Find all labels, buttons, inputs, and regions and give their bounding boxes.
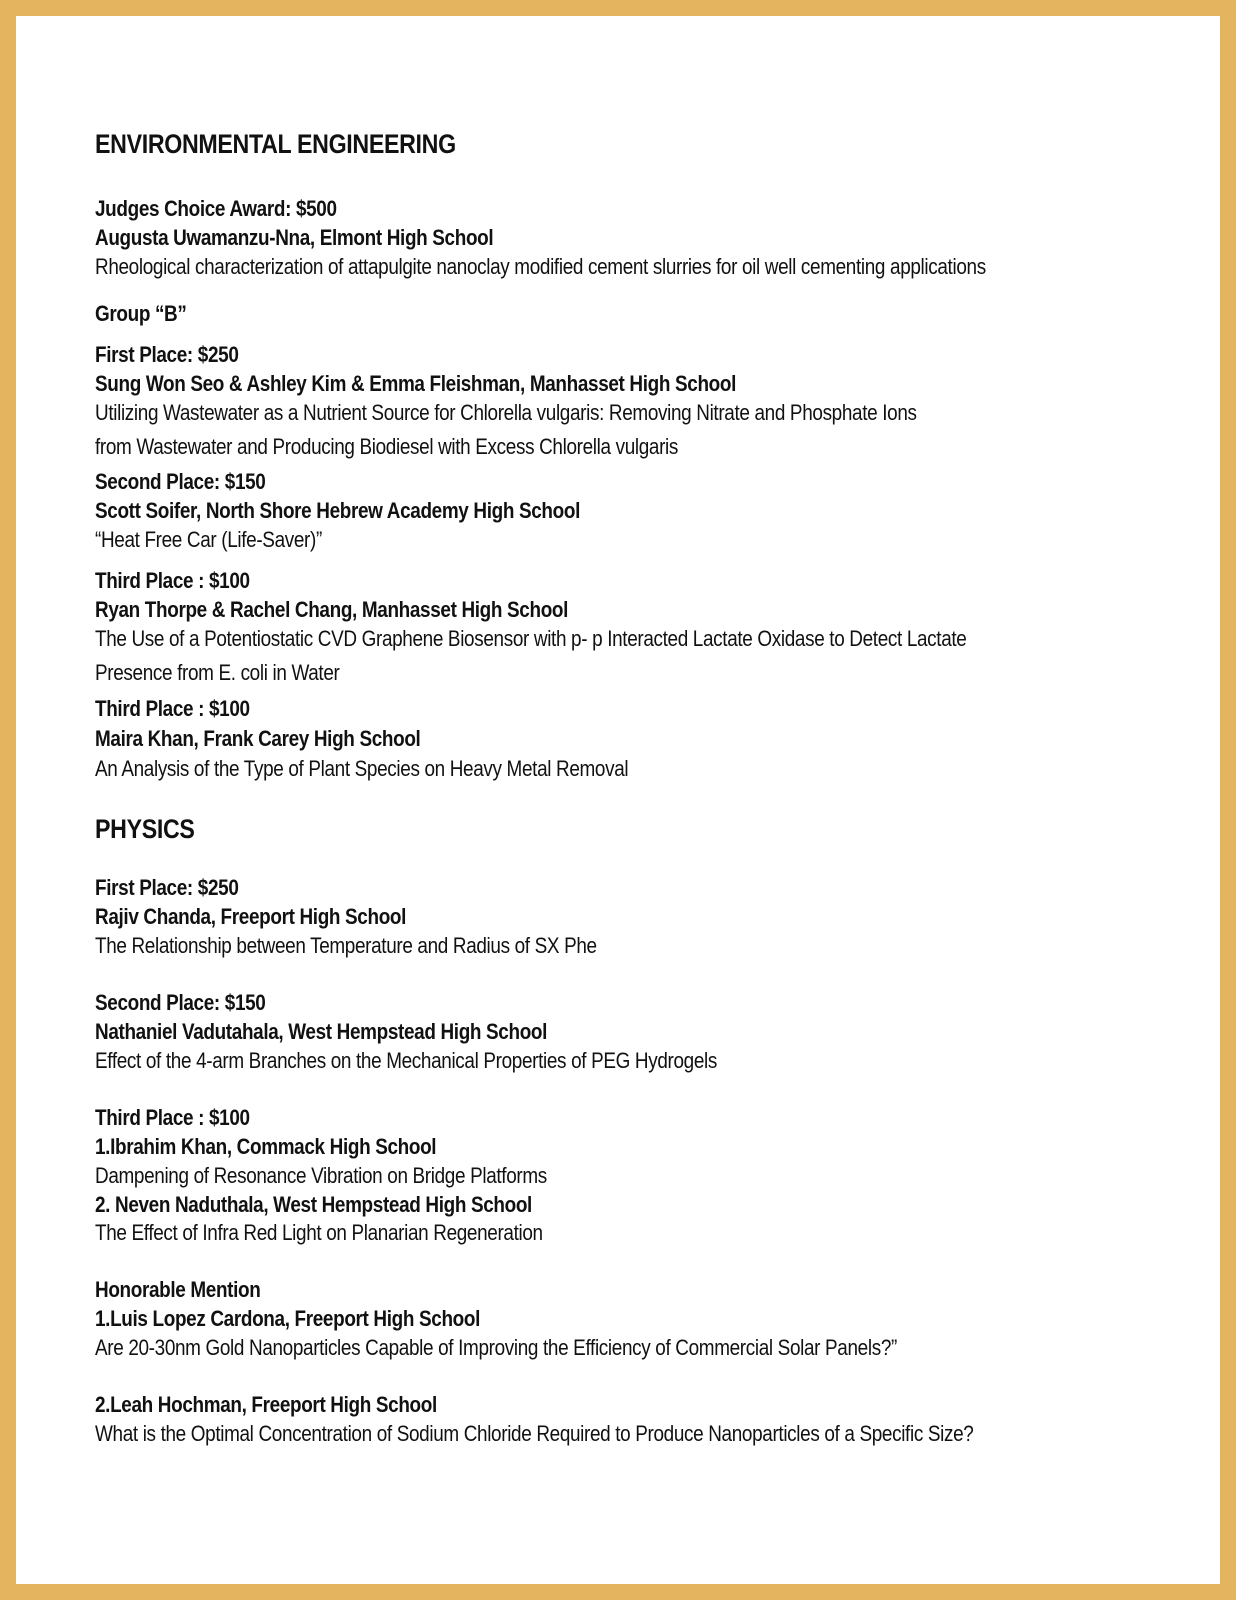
project-title: Utilizing Wastewater as a Nutrient Source for Chlorella vulgaris: Removing Nitrate and Phosphate Ions xyxy=(95,400,917,425)
project-title: “Heat Free Car (Life-Saver)” xyxy=(95,527,322,552)
project-title: What is the Optimal Concentration of Sodium Chloride Required to Produce Nanoparticles of a Specific Size? xyxy=(95,1421,974,1446)
winner-name: Nathaniel Vadutahala, West Hempstead High School xyxy=(95,1019,548,1044)
winner-name: Scott Soifer, North Shore Hebrew Academy High School xyxy=(95,498,580,523)
winner-name: Augusta Uwamanzu-Nna, Elmont High School xyxy=(95,225,494,250)
winner-name: Sung Won Seo & Ashley Kim & Emma Fleishman, Manhasset High School xyxy=(95,371,737,396)
award-label: First Place: $250 xyxy=(95,875,239,900)
winner-name: 2.Leah Hochman, Freeport High School xyxy=(95,1392,437,1417)
award-label: First Place: $250 xyxy=(95,342,239,367)
winner-name: 1.Ibrahim Khan, Commack High School xyxy=(95,1134,437,1159)
project-title: Are 20-30nm Gold Nanoparticles Capable of Improving the Efficiency of Commercial Solar Panels?” xyxy=(95,1335,897,1360)
award-label: Third Place : $100 xyxy=(95,1105,250,1130)
project-title: The Use of a Potentiostatic CVD Graphene Biosensor with p- p Interacted Lactate Oxidase to Detect Lactate xyxy=(95,626,967,651)
project-title: from Wastewater and Producing Biodiesel with Excess Chlorella vulgaris xyxy=(95,434,679,459)
project-title: Presence from E. coli in Water xyxy=(95,660,340,685)
project-title: Rheological characterization of attapulgite nanoclay modified cement slurries for oil well cementing applications xyxy=(95,254,986,279)
project-title: Dampening of Resonance Vibration on Bridge Platforms xyxy=(95,1163,547,1188)
winner-name: Ryan Thorpe & Rachel Chang, Manhasset High School xyxy=(95,597,569,622)
project-title: The Effect of Infra Red Light on Planarian Regeneration xyxy=(95,1220,543,1245)
document-page xyxy=(16,16,1220,1584)
winner-name: Rajiv Chanda, Freeport High School xyxy=(95,904,407,929)
project-title: An Analysis of the Type of Plant Species on Heavy Metal Removal xyxy=(95,756,629,781)
winner-name: 2. Neven Naduthala, West Hempstead High School xyxy=(95,1192,532,1217)
award-label: Honorable Mention xyxy=(95,1277,261,1302)
project-title: Effect of the 4-arm Branches on the Mechanical Properties of PEG Hydrogels xyxy=(95,1048,718,1073)
award-label: Second Place: $150 xyxy=(95,469,266,494)
award-label: Judges Choice Award: $500 xyxy=(95,196,337,221)
award-label: Third Place : $100 xyxy=(95,568,250,593)
award-label: Second Place: $150 xyxy=(95,990,266,1015)
group-label: Group “B” xyxy=(95,301,187,326)
winner-name: Maira Khan, Frank Carey High School xyxy=(95,726,421,751)
section-heading-environmental-engineering: ENVIRONMENTAL ENGINEERING xyxy=(95,129,456,159)
project-title: The Relationship between Temperature and Radius of SX Phe xyxy=(95,933,597,958)
winner-name: 1.Luis Lopez Cardona, Freeport High School xyxy=(95,1306,481,1331)
section-heading-physics: PHYSICS xyxy=(95,814,195,844)
award-label: Third Place : $100 xyxy=(95,696,250,721)
